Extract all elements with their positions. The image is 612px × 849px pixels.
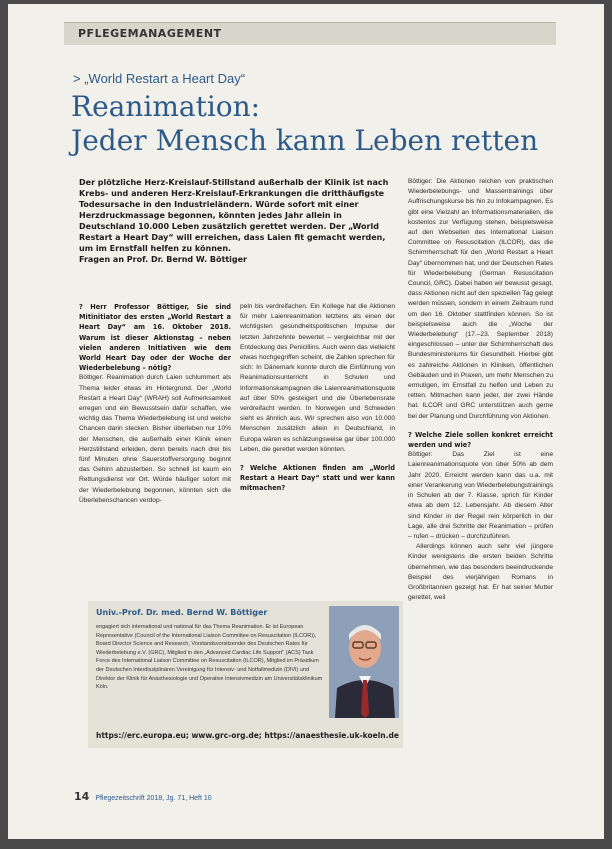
bio-text: engagiert sich international und national für das Thema Reanimation. Er ist European Representative (Council of the International Liaison Committee on Resuscitation (ILCOR)), Board Director Science and Research, Vorstandsvorsitzender des Deutschen Rates für Wiederbelebung e.V. (GRC), Mitglied in den „Advanced Cardiac Life Support“ (ACS) Task Force des International Liaison Committee on Resuscitation (ILCOR), Mitglied im Präsidium der Deutschen Interdisziplinären Vereinigung für Intensiv- und Notfallmedizin (DIVI) und Direktor der Klinik für Anästhesiologie und Operative Intensivmedizin am Universitätsklinikum Köln. [96, 624, 323, 691]
page-footer [74, 790, 212, 803]
title-line-2: Jeder Mensch kann Leben retten [71, 124, 539, 157]
bio-links: https://erc.europa.eu; www.grc-org.de; https://anaesthesie.uk-koeln.de [96, 731, 399, 740]
article-title [71, 90, 541, 158]
question-2: ? Welche Aktionen finden am „World Restart a Heart Day“ statt und wer kann mitmachen? [240, 464, 395, 493]
answer-2: Böttiger: Die Aktionen reichen von praktischen Wiederbelebungs- und Massentrainings über Auffrischungskurse bis hin zu Infokampagnen. Es gibt eine Vielzahl an Informationsmaterialien, die kostenlos zur Verfügung stehen, beispielsweise auf den Webseiten des International Liaison Committee on Resuscitation (ILCOR), das die Schirmherrschaft für den „World Restart a Heart Day“ übernommen hat, und der Deutschen Rates für Wiederbelebung (German Resuscitation Council, GRC). Dabei haben wir bewusst gesagt, dass Aktionen nicht auf den speziellen Tag gelegt werden müssen, sondern in einem Zeitraum rund um den 16. Oktober stattfinden können. So ist beispielsweise auch die „Woche der Wiederbelebung“ (17.–23. September 2018) eingeschlossen – unter der Schirmherrschaft des Bundesministeriums für Gesundheit. Hierbei gibt es zahlreiche Aktionen in Kliniken, öffentlichen Gebäuden und in Praxen, um mehr Menschen zu ermutigen, im Ernstfall zu helfen und Leben zu retten. Mitmachen kann jeder, der zwei Hände hat. ILCOR und GRC unterstützen auch gerne bei der Planung und Durchführung von Aktionen. [408, 178, 553, 420]
lead-text: Der plötzliche Herz-Kreislauf-Stillstand außerhalb der Klinik ist nach Krebs- und anderen Herz-Kreislauf-Erkrankungen die dritthäufigste Todesursache in den Industrieländern. Würde sofort mit einer Herzdruckmassage begonnen, könnten jedes Jahr allein in Deutschland 10.000 Leben zusätzlich gerettet werden. Der „World Restart a Heart Day“ will erreichen, dass Laien fit gemacht werden, um im Ernstfall helfen zu können. [79, 178, 389, 253]
lead-paragraph [79, 177, 399, 265]
journal-citation: Pflegezeitschrift 2018, Jg. 71, Heft 10 [95, 795, 212, 802]
section-header [64, 22, 556, 45]
magazine-page [8, 4, 604, 839]
answer-1: Böttiger: Reanimation durch Laien schlummert als Thema leider etwas im Hintergrund. Der „World Restart a Heart Day“ (WRAH) soll Aufmerksamkeit erregen und ein Bewusstsein dafür schaffen, wie wichtig das Thema Wiederbelebung ist und welche Chancen darin stecken. Bisher überleben nur 10% der Menschen, die außerhalb einer Klinik einen Herzstillstand erleiden, denn bereits nach drei bis fünf Minuten ohne Sauerstoffversorgung beginnt das Gehirn abzusterben. So schnell ist kaum ein Rettungsdienst vor Ort. Würde häufiger sofort mit der Wiederbelebung begonnen, könnten sich die Überlebenschancen verdop- [79, 374, 231, 504]
answer-3: Böttiger: Das Ziel ist eine Laienreanimationsquote von über 50% ab dem Jahr 2020. Erreicht werden kann das u.a. mit einer Verankerung von Wiederbelebungstrainings in Schulen ab der 7. Klasse, sprich für Kinder etwa ab dem 12. Lebensjahr. Ab diesem Alter sind Kinder in der Regel rein körperlich in der Lage, alle drei Schritte der Reanimation – prüfen – rufen – drücken – durchzuführen. [408, 451, 553, 540]
author-bio-box [88, 601, 403, 748]
question-1: ? Herr Professor Böttiger, Sie sind Mitinitiator des ersten „World Restart a Heart Day“ am 16. Oktober 2018. Warum ist dieser Aktionstag – neben vielen anderen Initiativen wie dem World Heart Day oder der Woche der Wiederbelebung – nötig? [79, 303, 231, 373]
byline: Fragen an Prof. Dr. Bernd W. Böttiger [79, 255, 248, 264]
author-portrait [329, 606, 399, 718]
column-3 [408, 177, 553, 603]
portrait-image [329, 606, 399, 718]
answer-1-continued: peln bis verdreifachen. Ein Kollege hat die Aktionen für mehr Laienreanimation letztens als einen der wichtigsten gesundheitspolitischen Impulse der letzten Jahrzehnte bewertet – vergleichbar mit der Entdeckung des Penicillins. Auch wenn das vielleicht etwas hochgegriffen scheint, die Zahlen sprechen für sich: In Dänemark konnte durch die Einführung von Reanimationsunterricht in Schulen und Informationskampagnen die Laienreanimationsquote auf über 50% gesteigert und die Überlebensrate verdreifacht werden. In Norwegen und Schweden sieht es ähnlich aus. Wir sprechen also von 10.000 Menschen zusätzlich allein in Deutschland, in Europa wären es schätzungsweise gar über 100.000 Leben, die gerettet werden könnten. [240, 303, 395, 453]
question-3: ? Welche Ziele sollen konkret erreicht werden und wie? [408, 430, 553, 450]
column-1 [79, 302, 231, 506]
answer-3-continued: Allerdings können auch sehr viel jüngere Kinder wenigstens die ersten beiden Schritte übernehmen, wie das besonders beeindruckende Beispiel des vierjährigen Romans in Großbritannien gezeigt hat. Er hat seiner Mutter gerettet, weil [408, 543, 553, 602]
section-label: PFLEGEMANAGEMENT [78, 27, 222, 40]
kicker: > „World Restart a Heart Day“ [73, 71, 246, 86]
page-number: 14 [74, 790, 90, 803]
title-line-1: Reanimation: [71, 90, 261, 123]
bio-name: Univ.-Prof. Dr. med. Bernd W. Böttiger [96, 608, 268, 617]
column-2 [240, 302, 395, 494]
